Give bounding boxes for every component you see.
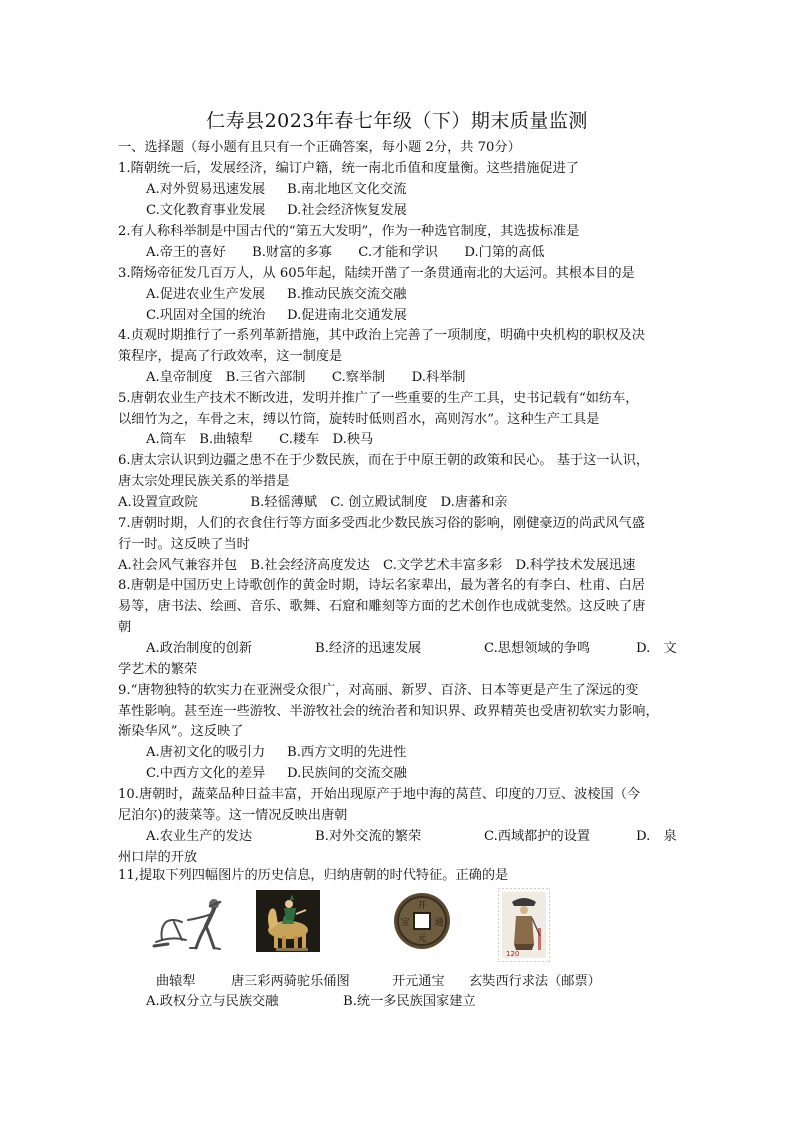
exam-title: 仁寿县2023年春七年级（下）期末质量监测 (206, 110, 588, 132)
q9-option-a: A.唐初文化的吸引力 (146, 745, 266, 760)
coin-char-top: 开 (417, 901, 427, 911)
q11-captions (0, 970, 794, 990)
q9-option-b: B.西方文明的先进性 (287, 745, 407, 760)
q2-options: A.帝王的喜好 B.财富的多寡 C.才能和学识 D.门第的高低 (146, 245, 545, 260)
question-1: 1.隋朝统一后，发展经济，编订户籍，统一南北币值和度量衡。这些措施促进了 (118, 161, 579, 176)
q6-options: A.设置宣政院 B.轻徭薄赋 C. 创立殿试制度 D.唐蕃和亲 (118, 495, 508, 510)
coin-char-right: 通 (434, 918, 444, 928)
question-2: 2.有人称科举制是中国古代的“第五大发明”，作为一种选官制度，其选拔标准是 (118, 224, 580, 239)
q10-option-d: D. 泉 (636, 829, 677, 844)
q10-option-a: A.农业生产的发达 (146, 829, 253, 844)
question-7-line-1: 7.唐朝时期，人们的衣食住行等方面多受西北少数民族习俗的影响，刚健豪迈的尚武风气盛 (118, 516, 645, 531)
question-11: 11,提取下列四幅图片的历史信息，归纳唐朝的时代特征。正确的是 (118, 868, 509, 883)
question-5-line-1: 5.唐朝农业生产技术不断改进，发明并推广了一些重要的生产工具，史书记载有“如纺车， (118, 391, 639, 406)
q1-option-d: D.社会经济恢复发展 (287, 203, 407, 218)
question-9-line-1: 9.“唐物独特的软实力在亚洲受众很广，对高丽、新罗、百济、日本等更是产生了深远的变 (118, 683, 639, 698)
question-4-line-1: 4.贞观时期推行了一系列革新措施，其中政治上完善了一项制度，明确中央机构的职权及决 (118, 328, 645, 343)
q11-option-b: B.统一多民族国家建立 (343, 994, 476, 1009)
q4-options: A.皇帝制度 B.三省六部制 C.察举制 D.科举制 (146, 370, 466, 385)
q10-option-b: B.对外交流的繁荣 (315, 829, 422, 844)
question-9-line-2: 革性影响。甚至连一些游牧、半游牧社会的统治者和知识界、政界精英也受唐初软实力影响， (118, 704, 659, 719)
q8-option-c: C.思想领域的争鸣 (484, 641, 591, 656)
tang-sancai-camel-image (256, 890, 320, 952)
question-5-line-2: 以细竹为之，车骨之末，缚以竹筒，旋转时低则舀水，高则泻水”。这种生产工具是 (118, 412, 600, 427)
question-8-line-3: 朝 (118, 620, 132, 635)
caption-kaiyuan-coin: 开元通宝 (392, 974, 445, 989)
coin-char-left: 宝 (400, 918, 410, 928)
q11-images (140, 890, 700, 960)
q3-option-b: B.推动民族交流交融 (287, 287, 407, 302)
kaiyuan-coin-image (392, 890, 452, 952)
q3-option-c: C.巩固对全国的统治 (146, 308, 266, 323)
q9-option-c: C.中西方文化的差异 (146, 766, 266, 781)
xuanzang-stamp-image (498, 888, 550, 962)
question-7-line-2: 行一时。这反映了当时 (118, 537, 250, 552)
q10-option-d-cont: 州口岸的开放 (118, 850, 198, 865)
q10-option-c: C.西域都护的设置 (484, 829, 591, 844)
q3-option-a: A.促进农业生产发展 (146, 287, 266, 302)
question-4-line-2: 策程序，提高了行政效率，这一制度是 (118, 349, 343, 364)
q1-option-c: C.文化教育事业发展 (146, 203, 266, 218)
question-3: 3.隋炀帝征发几百万人，从 605年起，陆续开凿了一条贯通南北的大运河。其根本目的是 (118, 266, 635, 281)
section-heading: 一、选择题（每小题有且只有一个正确答案，每小题 2分，共 70分） (118, 140, 521, 155)
question-10-line-1: 10.唐朝时，蔬菜品种日益丰富，开始出现原产于地中海的莴苣、印度的刀豆、波棱国（今 (118, 787, 641, 802)
q7-options: A.社会风气兼容并包 B.社会经济高度发达 C.文学艺术丰富多彩 D.科学技术发展迅速 (118, 558, 636, 573)
question-6-line-1: 6.唐太宗认识到边疆之患不在于少数民族，而在于中原王朝的政策和民心。 基于这一认识， (118, 453, 650, 468)
q8-option-d-cont: 学艺术的繁荣 (118, 662, 198, 677)
question-6-line-2: 唐太宗处理民族关系的举措是 (118, 474, 290, 489)
caption-curved-plow: 曲辕犁 (156, 974, 196, 989)
q1-option-a: A.对外贸易迅速发展 (146, 182, 266, 197)
caption-xuanzang-stamp: 玄奘西行求法（邮票） (469, 974, 601, 989)
caption-tang-sancai: 唐三彩两骑驼乐俑图 (231, 974, 350, 989)
curved-plow-image (152, 896, 234, 952)
coin-char-bottom: 元 (417, 934, 427, 944)
q8-option-a: A.政治制度的创新 (146, 641, 253, 656)
q1-option-b: B.南北地区文化交流 (287, 182, 407, 197)
stamp-value: 120 (506, 950, 520, 958)
q11-option-a: A.政权分立与民族交融 (146, 994, 279, 1009)
q3-option-d: D.促进南北交通发展 (287, 308, 407, 323)
question-10-line-2: 尼泊尔)的菠菜等。这一情况反映出唐朝 (118, 808, 348, 823)
q8-option-b: B.经济的迅速发展 (315, 641, 422, 656)
q8-option-d: D. 文 (636, 641, 677, 656)
question-8-line-2: 易等，唐书法、绘画、音乐、歌舞、石窟和雕刻等方面的艺术创作也成就斐然。这反映了唐 (118, 599, 646, 614)
q9-option-d: D.民族间的交流交融 (287, 766, 407, 781)
q5-options: A.筒车 B.曲辕犁 C.耧车 D.秧马 (146, 432, 374, 447)
question-8-line-1: 8.唐朝是中国历史上诗歌创作的黄金时期，诗坛名家辈出，最为著名的有李白、杜甫、白居 (118, 578, 645, 593)
question-9-line-3: 渐染华风”。这反映了 (118, 724, 244, 739)
